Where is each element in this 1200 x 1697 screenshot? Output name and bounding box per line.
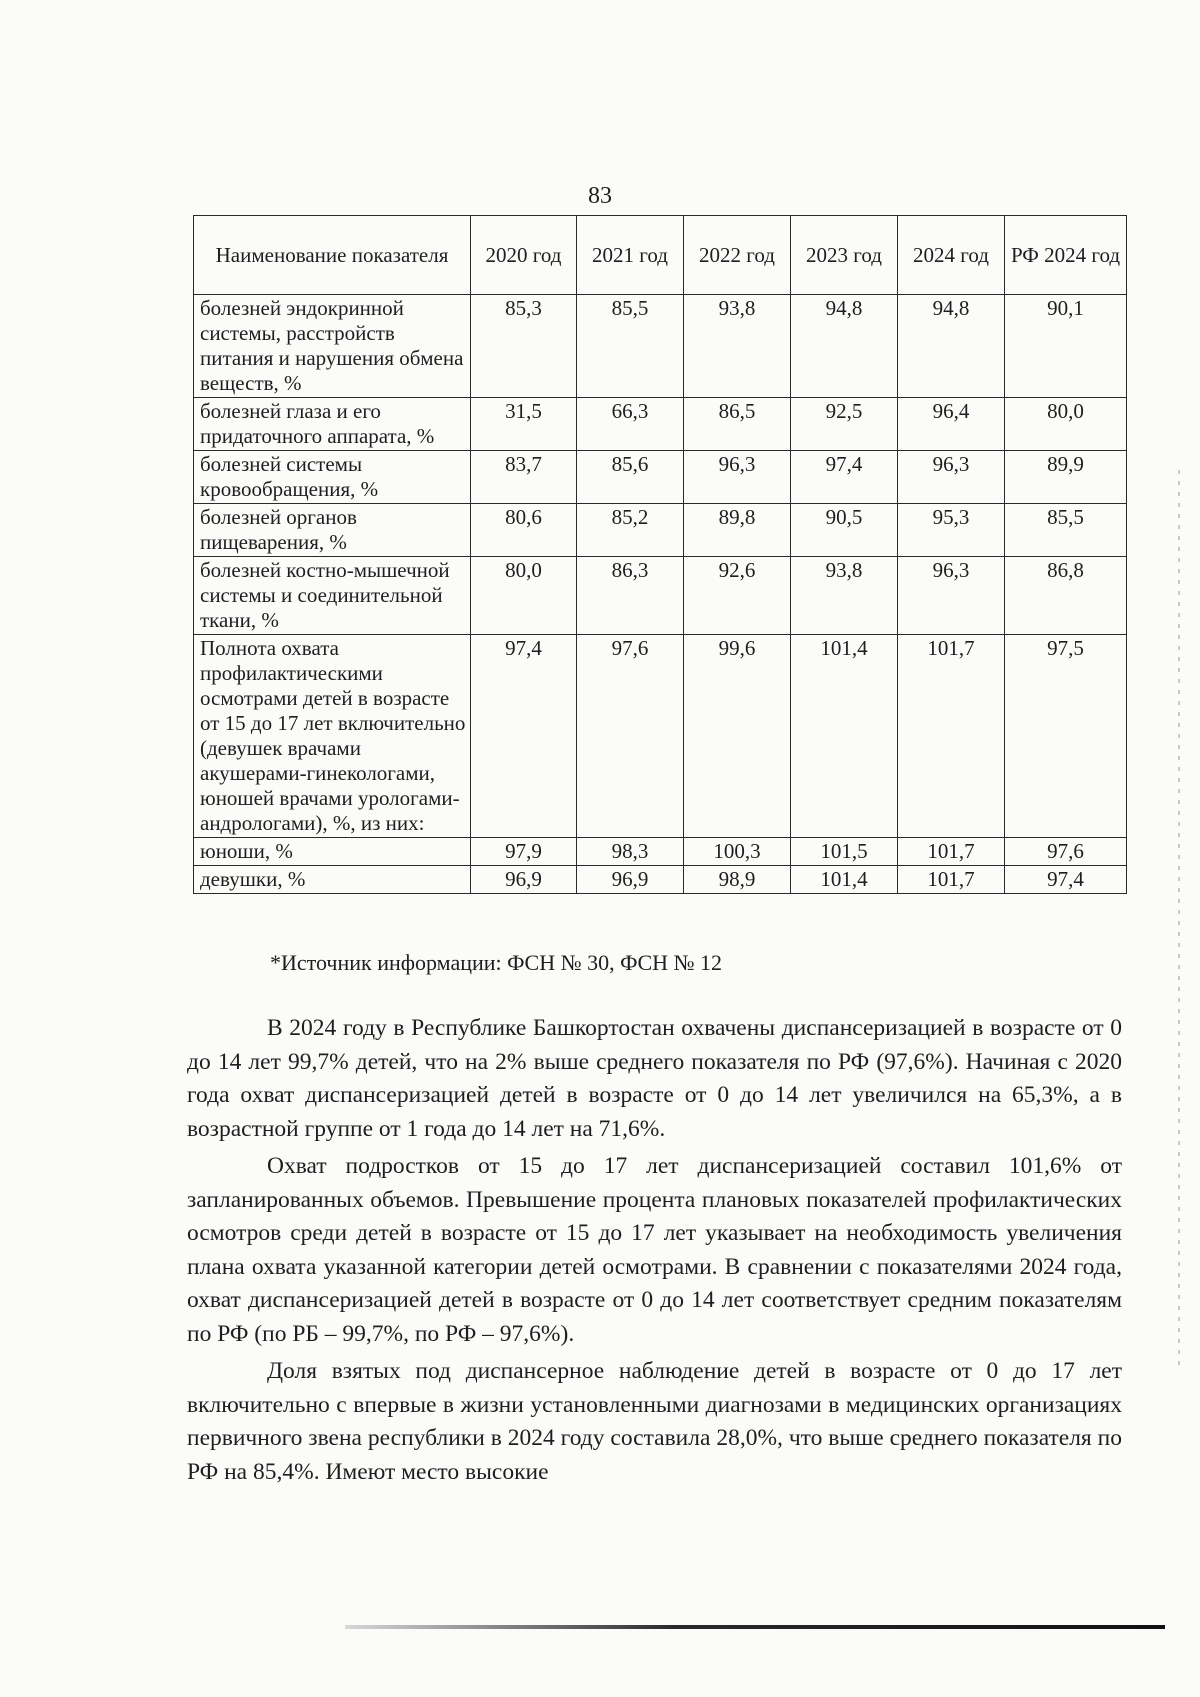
table-row — [194, 295, 1127, 398]
cell-2024: 96,4 — [898, 398, 1005, 451]
cell-2022: 98,9 — [684, 866, 791, 894]
cell-2021: 85,6 — [577, 451, 684, 504]
cell-2023: 90,5 — [791, 504, 898, 557]
cell-2022: 92,6 — [684, 557, 791, 635]
cell-2020: 83,7 — [471, 451, 577, 504]
header-2020: 2020 год — [471, 216, 577, 295]
cell-2023: 97,4 — [791, 451, 898, 504]
table-row — [194, 398, 1127, 451]
cell-2021: 98,3 — [577, 838, 684, 866]
cell-rf-2024: 90,1 — [1005, 295, 1127, 398]
cell-2021: 96,9 — [577, 866, 684, 894]
table-row — [194, 866, 1127, 894]
cell-2024: 94,8 — [898, 295, 1005, 398]
bottom-rule — [345, 1625, 1165, 1629]
cell-2024: 96,3 — [898, 557, 1005, 635]
cell-2021: 85,5 — [577, 295, 684, 398]
cell-2020: 96,9 — [471, 866, 577, 894]
cell-2021: 85,2 — [577, 504, 684, 557]
cell-rf-2024: 85,5 — [1005, 504, 1127, 557]
paragraph: Охват подростков от 15 до 17 лет диспансеризацией составил 101,6% от запланированных объемов. Превышение процента плановых показателей профилактических осмотров среди детей в возрасте от 15 до 17 лет указывает на необходимость увеличения плана охвата указанной категории детей осмотрами. В сравнении с показателями 2024 года, охват диспансеризацией детей в возрасте от 0 до 14 лет соответствует средним показателям по РФ (по РБ – 99,7%, по РФ – 97,6%). — [187, 1153, 1122, 1347]
body-text — [187, 1012, 1122, 1489]
cell-2022: 93,8 — [684, 295, 791, 398]
cell-rf-2024: 97,6 — [1005, 838, 1127, 866]
cell-2023: 101,4 — [791, 866, 898, 894]
table-row — [194, 838, 1127, 866]
cell-2020: 31,5 — [471, 398, 577, 451]
cell-2024: 101,7 — [898, 838, 1005, 866]
table-header-row — [194, 216, 1127, 295]
cell-rf-2024: 97,5 — [1005, 635, 1127, 838]
cell-2021: 97,6 — [577, 635, 684, 838]
header-indicator-name: Наименование показателя — [194, 216, 471, 295]
header-2024: 2024 год — [898, 216, 1005, 295]
page-number: 83 — [588, 183, 612, 209]
cell-2022: 86,5 — [684, 398, 791, 451]
row-label: болезней эндокринной системы, расстройств питания и нарушения обмена веществ, % — [194, 295, 471, 398]
cell-2020: 80,6 — [471, 504, 577, 557]
cell-2022: 100,3 — [684, 838, 791, 866]
paragraph: Доля взятых под диспансерное наблюдение детей в возрасте от 0 до 17 лет включительно с впервые в жизни установленными диагнозами в медицинских организациях первичного звена республики в 2024 году составила 28,0%, что выше среднего показателя по РФ на 85,4%. Имеют место высокие — [187, 1358, 1122, 1485]
cell-2024: 101,7 — [898, 866, 1005, 894]
cell-2024: 96,3 — [898, 451, 1005, 504]
row-label: болезней костно-мышечной системы и соединительной ткани, % — [194, 557, 471, 635]
row-label: девушки, % — [194, 866, 471, 894]
cell-rf-2024: 97,4 — [1005, 866, 1127, 894]
row-label: юноши, % — [194, 838, 471, 866]
cell-2023: 101,5 — [791, 838, 898, 866]
header-rf-2024: РФ 2024 год — [1005, 216, 1127, 295]
cell-rf-2024: 86,8 — [1005, 557, 1127, 635]
header-2021: 2021 год — [577, 216, 684, 295]
cell-2021: 86,3 — [577, 557, 684, 635]
header-2023: 2023 год — [791, 216, 898, 295]
cell-rf-2024: 89,9 — [1005, 451, 1127, 504]
table-row — [194, 557, 1127, 635]
cell-2023: 101,4 — [791, 635, 898, 838]
cell-2020: 97,4 — [471, 635, 577, 838]
cell-2022: 99,6 — [684, 635, 791, 838]
table-row — [194, 451, 1127, 504]
cell-2024: 95,3 — [898, 504, 1005, 557]
row-label: болезней системы кровообращения, % — [194, 451, 471, 504]
cell-2022: 89,8 — [684, 504, 791, 557]
paragraph: В 2024 году в Республике Башкортостан охвачены диспансеризацией в возрасте от 0 до 14 лет 99,7% детей, что на 2% выше среднего показателя по РФ (97,6%). Начиная с 2020 года охват диспансеризацией детей в возрасте от 0 до 14 лет увеличился на 65,3%, а в возрастной группе от 1 года до 14 лет на 71,6%. — [187, 1015, 1122, 1142]
cell-2023: 92,5 — [791, 398, 898, 451]
scan-edge-artifact — [1178, 470, 1180, 1370]
cell-2020: 85,3 — [471, 295, 577, 398]
row-label: болезней глаза и его придаточного аппарата, % — [194, 398, 471, 451]
row-label: Полнота охвата профилактическими осмотрами детей в возрасте от 15 до 17 лет включительно (девушек врачами акушерами-гинекологами, юношей врачами урологами-андрологами), %, из них: — [194, 635, 471, 838]
cell-2021: 66,3 — [577, 398, 684, 451]
indicators-table — [193, 215, 1127, 894]
cell-2020: 97,9 — [471, 838, 577, 866]
cell-2023: 93,8 — [791, 557, 898, 635]
cell-2020: 80,0 — [471, 557, 577, 635]
row-label: болезней органов пищеварения, % — [194, 504, 471, 557]
cell-rf-2024: 80,0 — [1005, 398, 1127, 451]
header-2022: 2022 год — [684, 216, 791, 295]
source-note: *Источник информации: ФСН № 30, ФСН № 12 — [270, 950, 723, 975]
cell-2022: 96,3 — [684, 451, 791, 504]
table-row — [194, 635, 1127, 838]
table-row — [194, 504, 1127, 557]
cell-2024: 101,7 — [898, 635, 1005, 838]
cell-2023: 94,8 — [791, 295, 898, 398]
